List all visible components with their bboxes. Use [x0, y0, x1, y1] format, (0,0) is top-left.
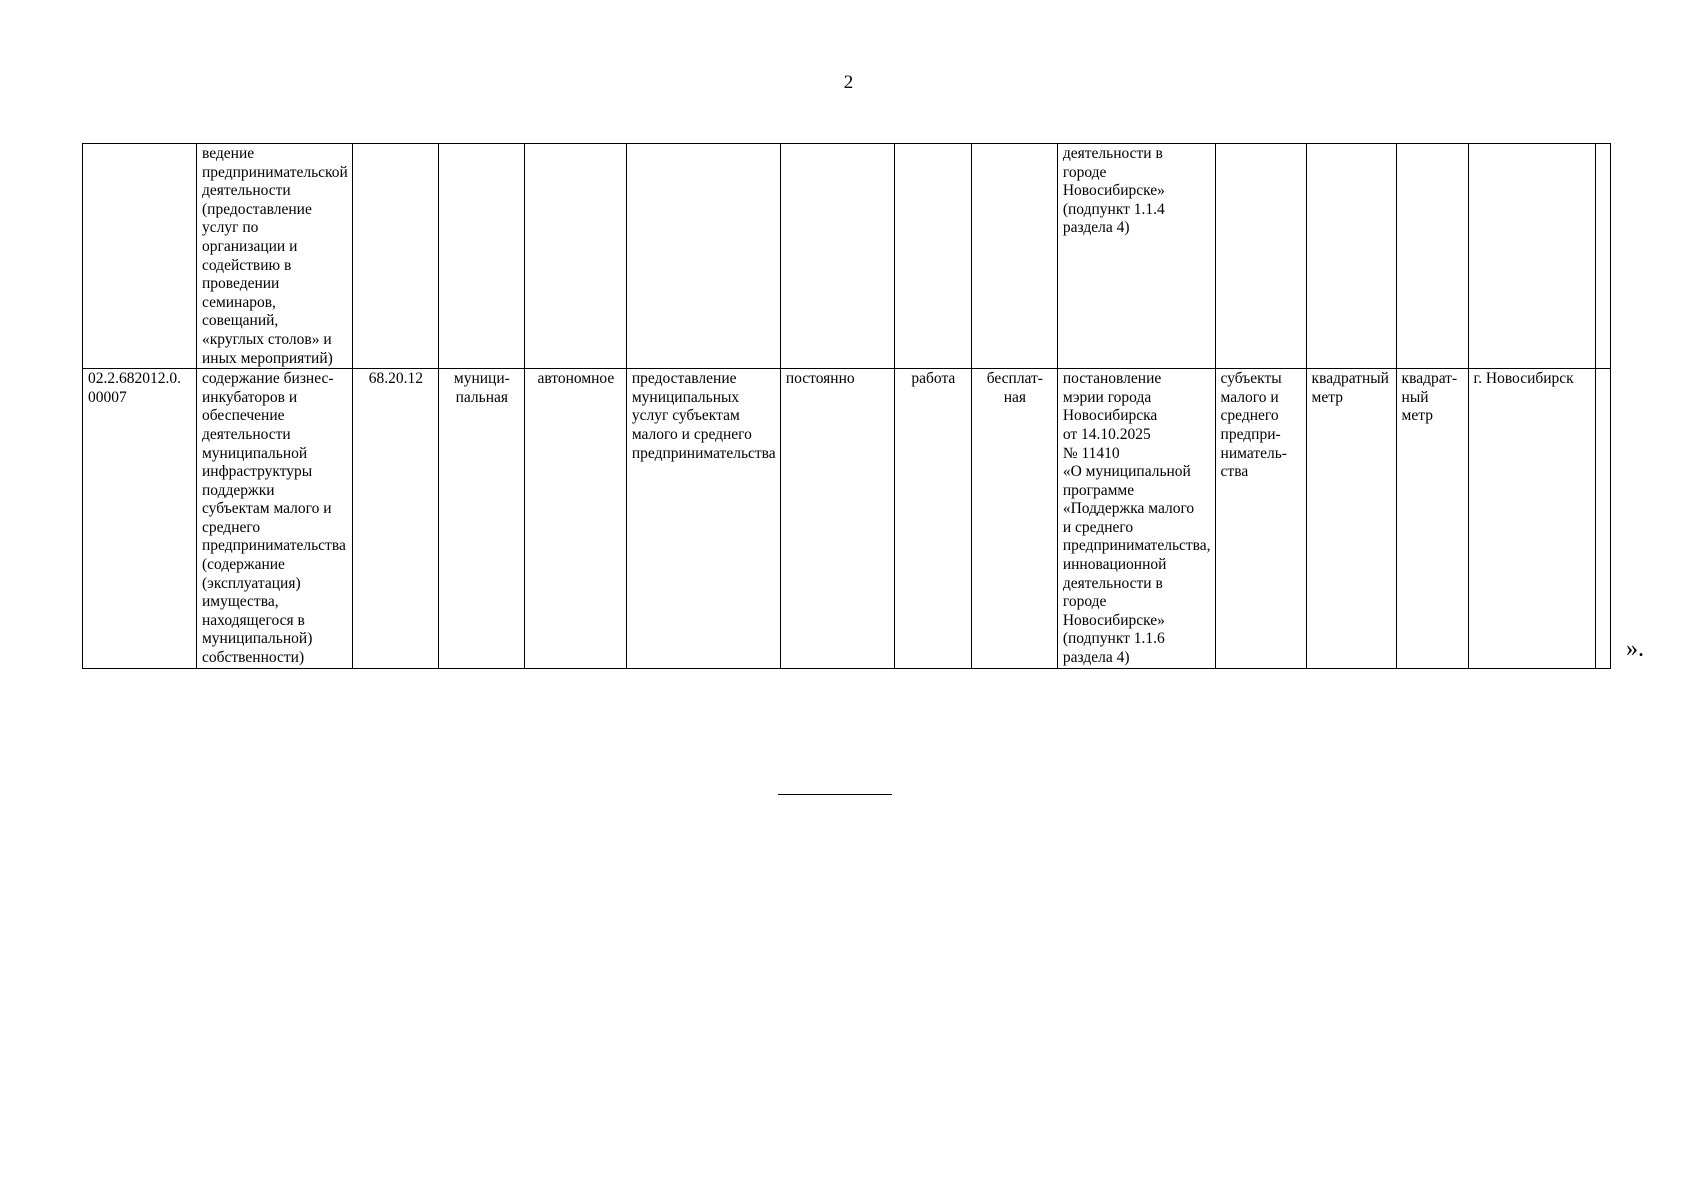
closing-quote: ». — [1626, 636, 1644, 662]
table-cell-service-content: ведение предпринимательской деятельности (предоставление услуг по организации и содействию в проведении семинаров, совещаний, «круглых столов» и иных мероприятий) — [197, 144, 353, 369]
table-cell-location: г. Новосибирск — [1468, 369, 1595, 669]
table-cell-payment — [971, 144, 1057, 369]
table-cell-extra — [1595, 144, 1610, 369]
table-cell-kind: работа — [894, 369, 971, 669]
table-cell-consumers — [1215, 144, 1306, 369]
table-cell-okved: 68.20.12 — [352, 369, 438, 669]
table-row — [83, 144, 1611, 369]
table-cell-ownership — [438, 144, 524, 369]
end-separator-line — [778, 794, 892, 795]
table-cell-activity — [626, 144, 780, 369]
table-cell-code — [83, 144, 197, 369]
services-table — [82, 143, 1611, 669]
table-cell-kind — [894, 144, 971, 369]
table-cell-activity: предоставление муниципальных услуг субъектам малого и среднего предпринимательства — [626, 369, 780, 669]
table-cell-okved — [352, 144, 438, 369]
table-cell-legal-basis: деятельности в городе Новосибирске» (подпункт 1.1.4 раздела 4) — [1057, 144, 1215, 369]
table-row — [83, 369, 1611, 669]
table-cell-code: 02.2.682012.0. 00007 — [83, 369, 197, 669]
table-cell-institution-type — [524, 144, 626, 369]
table-cell-unit-quality — [1396, 144, 1468, 369]
table-cell-ownership: муници- пальная — [438, 369, 524, 669]
table-cell-unit-quality: квадрат- ный метр — [1396, 369, 1468, 669]
table-cell-service-content: содержание бизнес- инкубаторов и обеспечение деятельности муниципальной инфраструктуры поддержки субъектам малого и среднего предпринимательства (содержание (эксплуатация) имущества, находящегося в муниципальной) собственности) — [197, 369, 353, 669]
page-number: 2 — [843, 72, 854, 93]
table-cell-location — [1468, 144, 1595, 369]
table-cell-consumers: субъекты малого и среднего предпри- ниматель- ства — [1215, 369, 1306, 669]
table-cell-periodicity — [780, 144, 894, 369]
table-cell-legal-basis: постановление мэрии города Новосибирска от 14.10.2025 № 11410 «О муниципальной программе «Поддержка малого и среднего предпринимательства, инновационной деятельности в городе Новосибирске» (подпункт 1.1.6 раздела 4) — [1057, 369, 1215, 669]
table-cell-institution-type: автономное — [524, 369, 626, 669]
table-cell-extra — [1595, 369, 1610, 669]
table-cell-periodicity: постоянно — [780, 369, 894, 669]
table-cell-unit-volume: квадратный метр — [1306, 369, 1396, 669]
table-cell-payment: бесплат- ная — [971, 369, 1057, 669]
table-cell-unit-volume — [1306, 144, 1396, 369]
